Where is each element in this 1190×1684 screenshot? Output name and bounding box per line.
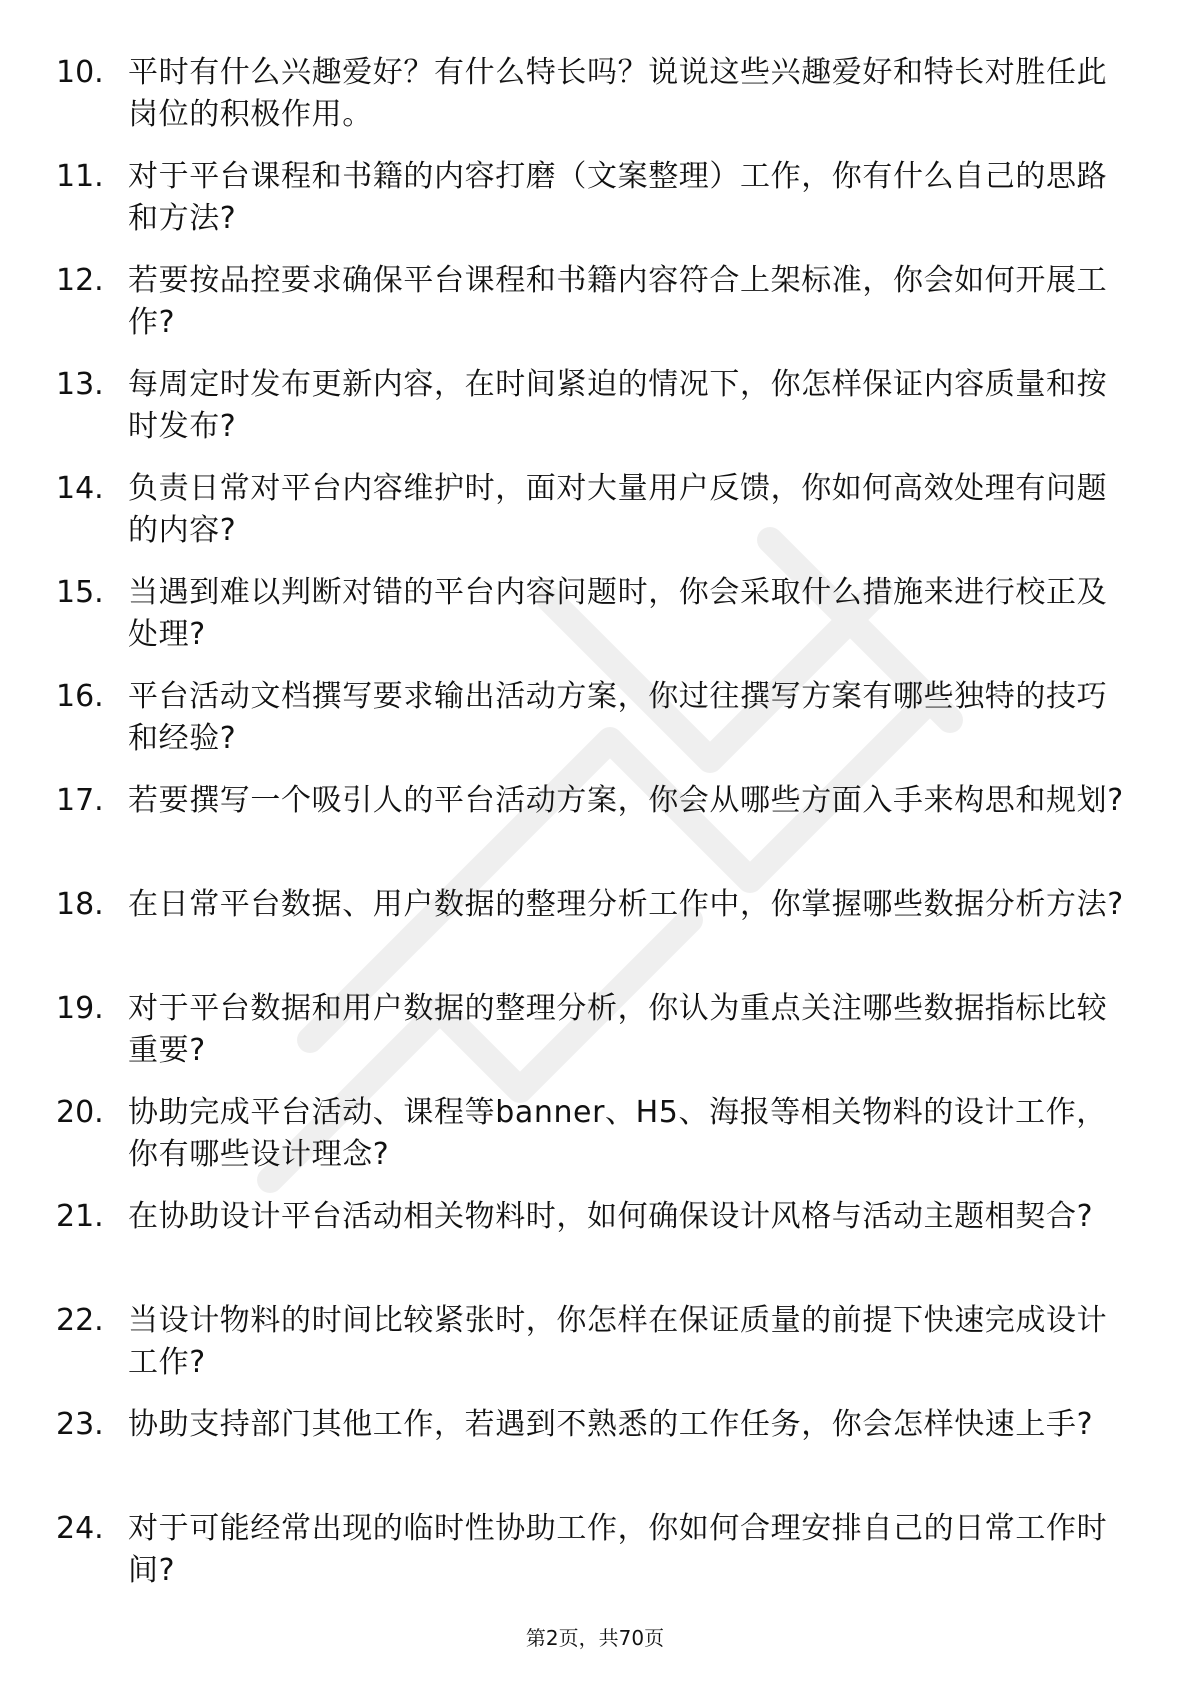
question-text: 平时有什么兴趣爱好？有什么特长吗？说说这些兴趣爱好和特长对胜任此岗位的积极作用。 xyxy=(128,55,1108,132)
question-number: 24. xyxy=(56,1511,104,1546)
question-number: 14. xyxy=(56,471,104,506)
question-number: 21. xyxy=(56,1199,104,1234)
question-text: 在日常平台数据、用户数据的整理分析工作中，你掌握哪些数据分析方法? xyxy=(128,887,1124,922)
question-item xyxy=(56,52,1136,156)
page-indicator: 第2页，共70页 xyxy=(525,1626,665,1650)
question-number: 19. xyxy=(56,991,104,1026)
question-text: 平台活动文档撰写要求输出活动方案，你过往撰写方案有哪些独特的技巧和经验? xyxy=(128,679,1108,756)
question-item xyxy=(56,1092,1136,1196)
question-item xyxy=(56,676,1136,780)
question-number: 22. xyxy=(56,1303,104,1338)
question-item xyxy=(56,572,1136,676)
question-item xyxy=(56,468,1136,572)
question-text: 对于平台课程和书籍的内容打磨（文案整理）工作，你有什么自己的思路和方法? xyxy=(128,159,1108,236)
question-text: 若要按品控要求确保平台课程和书籍内容符合上架标准，你会如何开展工作? xyxy=(128,263,1108,340)
question-item xyxy=(56,1404,1136,1508)
question-number: 23. xyxy=(56,1407,104,1442)
question-text: 当设计物料的时间比较紧张时，你怎样在保证质量的前提下快速完成设计工作? xyxy=(128,1303,1108,1380)
question-text: 对于可能经常出现的临时性协助工作，你如何合理安排自己的日常工作时间? xyxy=(128,1511,1108,1588)
question-text: 当遇到难以判断对错的平台内容问题时，你会采取什么措施来进行校正及处理? xyxy=(128,575,1108,652)
question-number: 11. xyxy=(56,159,104,194)
question-number: 16. xyxy=(56,679,104,714)
question-list xyxy=(56,52,1136,1612)
question-item xyxy=(56,364,1136,468)
question-text: 若要撰写一个吸引人的平台活动方案，你会从哪些方面入手来构思和规划? xyxy=(128,783,1124,818)
question-item xyxy=(56,1300,1136,1404)
question-text: 协助完成平台活动、课程等banner、H5、海报等相关物料的设计工作，你有哪些设计理念? xyxy=(128,1095,1107,1172)
question-item xyxy=(56,988,1136,1092)
question-number: 10. xyxy=(56,55,104,90)
question-text: 负责日常对平台内容维护时，面对大量用户反馈，你如何高效处理有问题的内容? xyxy=(128,471,1108,548)
question-number: 18. xyxy=(56,887,104,922)
question-item xyxy=(56,156,1136,260)
question-text: 每周定时发布更新内容，在时间紧迫的情况下，你怎样保证内容质量和按时发布? xyxy=(128,367,1108,444)
question-item xyxy=(56,1508,1136,1612)
question-text: 对于平台数据和用户数据的整理分析，你认为重点关注哪些数据指标比较重要? xyxy=(128,991,1108,1068)
question-text: 协助支持部门其他工作，若遇到不熟悉的工作任务，你会怎样快速上手? xyxy=(128,1407,1094,1442)
question-item xyxy=(56,884,1136,988)
question-item xyxy=(56,780,1136,884)
question-number: 15. xyxy=(56,575,104,610)
question-number: 20. xyxy=(56,1095,104,1130)
question-item xyxy=(56,260,1136,364)
question-number: 13. xyxy=(56,367,104,402)
question-number: 12. xyxy=(56,263,104,298)
question-number: 17. xyxy=(56,783,104,818)
question-item xyxy=(56,1196,1136,1300)
question-text: 在协助设计平台活动相关物料时，如何确保设计风格与活动主题相契合? xyxy=(128,1199,1094,1234)
